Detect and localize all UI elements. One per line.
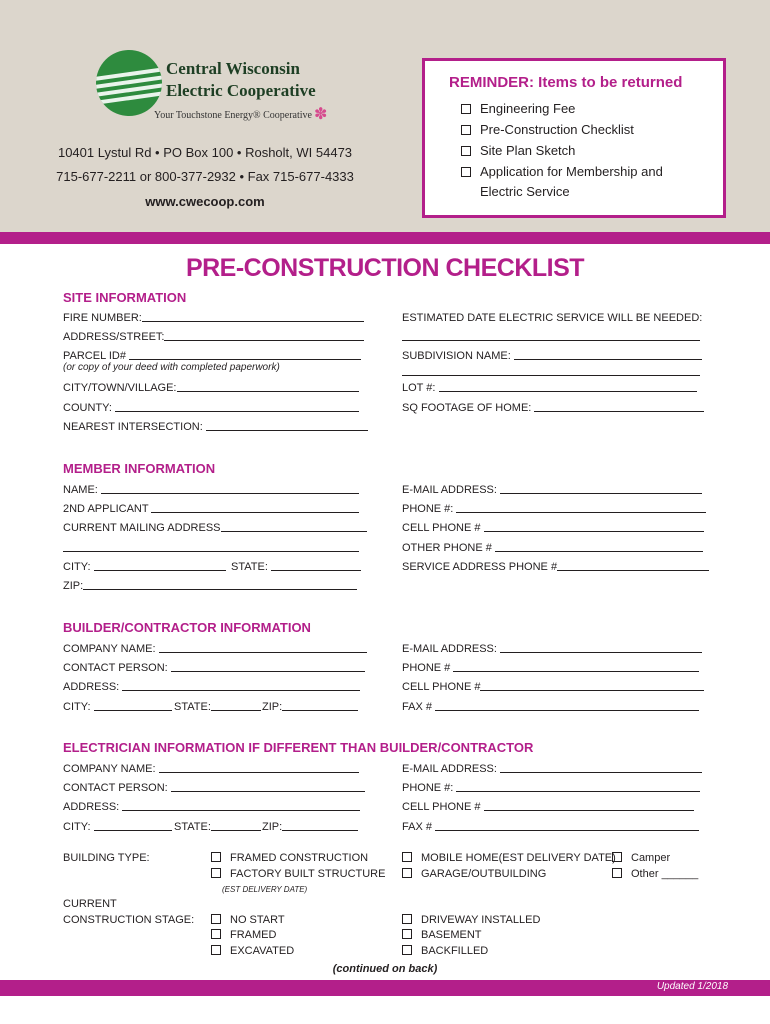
updated-date: Updated 1/2018 — [656, 981, 728, 992]
checkbox-icon[interactable] — [461, 146, 471, 156]
builder-state-field[interactable]: STATE: — [174, 701, 261, 713]
electrician-contact-field[interactable]: CONTACT PERSON: — [63, 782, 365, 794]
builder-contact-field[interactable]: CONTACT PERSON: — [63, 662, 365, 674]
member-phone-field[interactable]: PHONE #: — [402, 503, 706, 515]
checkbox-icon[interactable] — [461, 104, 471, 114]
org-name-line1: Central Wisconsin — [166, 59, 300, 78]
member-zip-field[interactable]: ZIP: — [63, 580, 357, 592]
reminder-title: REMINDER: Items to be returned — [449, 74, 683, 91]
checkbox-icon[interactable] — [211, 914, 221, 924]
member-other-phone-field[interactable]: OTHER PHONE # — [402, 542, 703, 554]
org-address: 10401 Lystul Rd • PO Box 100 • Rosholt, WI 54473 — [57, 145, 353, 160]
option-garage[interactable]: GARAGE/OUTBUILDING — [402, 868, 546, 880]
stage-label-line2: CONSTRUCTION STAGE: — [63, 914, 195, 926]
nearest-intersection-field[interactable]: NEAREST INTERSECTION: — [63, 421, 368, 433]
option-framed-construction[interactable]: FRAMED CONSTRUCTION — [211, 852, 368, 864]
electrician-fax-field[interactable]: FAX # — [402, 821, 699, 833]
reminder-item-checklist[interactable]: Pre-Construction Checklist — [461, 122, 634, 137]
stage-label-line1: CURRENT — [63, 898, 117, 910]
builder-company-field[interactable]: COMPANY NAME: — [63, 643, 367, 655]
reminder-item-application-cont: Electric Service — [480, 184, 570, 199]
electrician-zip-field[interactable]: ZIP: — [262, 821, 358, 833]
county-field[interactable]: COUNTY: — [63, 402, 359, 414]
option-other[interactable]: Other ______ — [612, 868, 698, 880]
reminder-box — [422, 58, 726, 218]
est-delivery-note: (EST DELIVERY DATE) — [222, 885, 308, 894]
option-basement[interactable]: BASEMENT — [402, 929, 482, 941]
checkbox-icon[interactable] — [461, 125, 471, 135]
builder-fax-field[interactable]: FAX # — [402, 701, 699, 713]
subdivision-field[interactable]: SUBDIVISION NAME: — [402, 350, 702, 362]
checkbox-icon[interactable] — [461, 167, 471, 177]
member-state-field[interactable]: STATE: — [231, 561, 361, 573]
section-heading-electrician: ELECTRICIAN INFORMATION IF DIFFERENT THAN BUILDER/CONTRACTOR — [63, 740, 534, 755]
electrician-company-field[interactable]: COMPANY NAME: — [63, 763, 359, 775]
estimated-date-field[interactable] — [402, 331, 700, 343]
touchstone-energy-icon: ✽ — [314, 106, 328, 123]
builder-phone-field[interactable]: PHONE # — [402, 662, 699, 674]
continued-note: (continued on back) — [332, 963, 438, 975]
page-title: PRE-CONSTRUCTION CHECKLIST — [185, 254, 585, 282]
building-type-label: BUILDING TYPE: — [63, 852, 150, 864]
builder-email-field[interactable]: E-MAIL ADDRESS: — [402, 643, 702, 655]
electrician-email-field[interactable]: E-MAIL ADDRESS: — [402, 763, 702, 775]
subdivision-field-cont[interactable] — [402, 366, 700, 378]
reminder-item-engineering-fee[interactable]: Engineering Fee — [461, 101, 575, 116]
checkbox-icon[interactable] — [211, 852, 221, 862]
member-email-field[interactable]: E-MAIL ADDRESS: — [402, 484, 702, 496]
estimated-date-label: ESTIMATED DATE ELECTRIC SERVICE WILL BE NEEDED: — [402, 312, 703, 324]
coop-logo-icon — [96, 50, 162, 116]
second-applicant-field[interactable]: 2ND APPLICANT — [63, 503, 359, 515]
option-mobile-home[interactable]: MOBILE HOME(EST DELIVERY DATE) — [402, 852, 616, 864]
org-name — [166, 58, 316, 102]
electrician-address-field[interactable]: ADDRESS: — [63, 801, 360, 813]
parcel-note: (or copy of your deed with completed paperwork) — [63, 362, 280, 373]
electrician-phone-field[interactable]: PHONE #: — [402, 782, 700, 794]
electrician-cell-field[interactable]: CELL PHONE # — [402, 801, 694, 813]
builder-cell-field[interactable]: CELL PHONE # — [402, 681, 704, 693]
footer-bar — [0, 980, 770, 996]
option-framed[interactable]: FRAMED — [211, 929, 276, 941]
mailing-address-field[interactable]: CURRENT MAILING ADDRESS — [63, 522, 367, 534]
option-excavated[interactable]: EXCAVATED — [211, 945, 294, 957]
org-name-line2: Electric Cooperative — [166, 81, 316, 100]
member-city-field[interactable]: CITY: — [63, 561, 226, 573]
option-camper[interactable]: Camper — [612, 852, 670, 864]
builder-address-field[interactable]: ADDRESS: — [63, 681, 360, 693]
builder-zip-field[interactable]: ZIP: — [262, 701, 358, 713]
reminder-item-application[interactable]: Application for Membership and — [461, 164, 663, 179]
checkbox-icon[interactable] — [211, 929, 221, 939]
org-website[interactable]: www.cwecoop.com — [145, 194, 265, 209]
checkbox-icon[interactable] — [402, 945, 412, 955]
builder-city-field[interactable]: CITY: — [63, 701, 172, 713]
checkbox-icon[interactable] — [402, 914, 412, 924]
checkbox-icon[interactable] — [402, 929, 412, 939]
member-name-field[interactable]: NAME: — [63, 484, 359, 496]
checkbox-icon[interactable] — [402, 852, 412, 862]
electrician-state-field[interactable]: STATE: — [174, 821, 261, 833]
electrician-city-field[interactable]: CITY: — [63, 821, 172, 833]
city-town-field[interactable]: CITY/TOWN/VILLAGE: — [63, 382, 359, 394]
section-heading-site: SITE INFORMATION — [63, 290, 187, 305]
header-divider-bar — [0, 232, 770, 244]
checkbox-icon[interactable] — [612, 852, 622, 862]
option-no-start[interactable]: NO START — [211, 914, 285, 926]
lot-field[interactable]: LOT #: — [402, 382, 697, 394]
reminder-item-site-plan[interactable]: Site Plan Sketch — [461, 143, 575, 158]
option-driveway-installed[interactable]: DRIVEWAY INSTALLED — [402, 914, 540, 926]
fire-number-field[interactable]: FIRE NUMBER: — [63, 312, 364, 324]
org-tagline: Your Touchstone Energy® Cooperative — [154, 110, 312, 121]
checkbox-icon[interactable] — [612, 868, 622, 878]
section-heading-builder: BUILDER/CONTRACTOR INFORMATION — [63, 620, 311, 635]
mailing-address-field-cont[interactable] — [63, 542, 359, 554]
member-cell-field[interactable]: CELL PHONE # — [402, 522, 704, 534]
section-heading-member: MEMBER INFORMATION — [63, 461, 216, 476]
checkbox-icon[interactable] — [402, 868, 412, 878]
address-street-field[interactable]: ADDRESS/STREET: — [63, 331, 364, 343]
option-backfilled[interactable]: BACKFILLED — [402, 945, 488, 957]
option-factory-built[interactable]: FACTORY BUILT STRUCTURE — [211, 868, 385, 880]
service-address-phone-field[interactable]: SERVICE ADDRESS PHONE # — [402, 561, 709, 573]
org-phone: 715-677-2211 or 800-377-2932 • Fax 715-677-4333 — [56, 169, 354, 184]
checkbox-icon[interactable] — [211, 945, 221, 955]
sq-footage-field[interactable]: SQ FOOTAGE OF HOME: — [402, 402, 704, 414]
checkbox-icon[interactable] — [211, 868, 221, 878]
parcel-id-field[interactable]: PARCEL ID# — [63, 350, 361, 362]
